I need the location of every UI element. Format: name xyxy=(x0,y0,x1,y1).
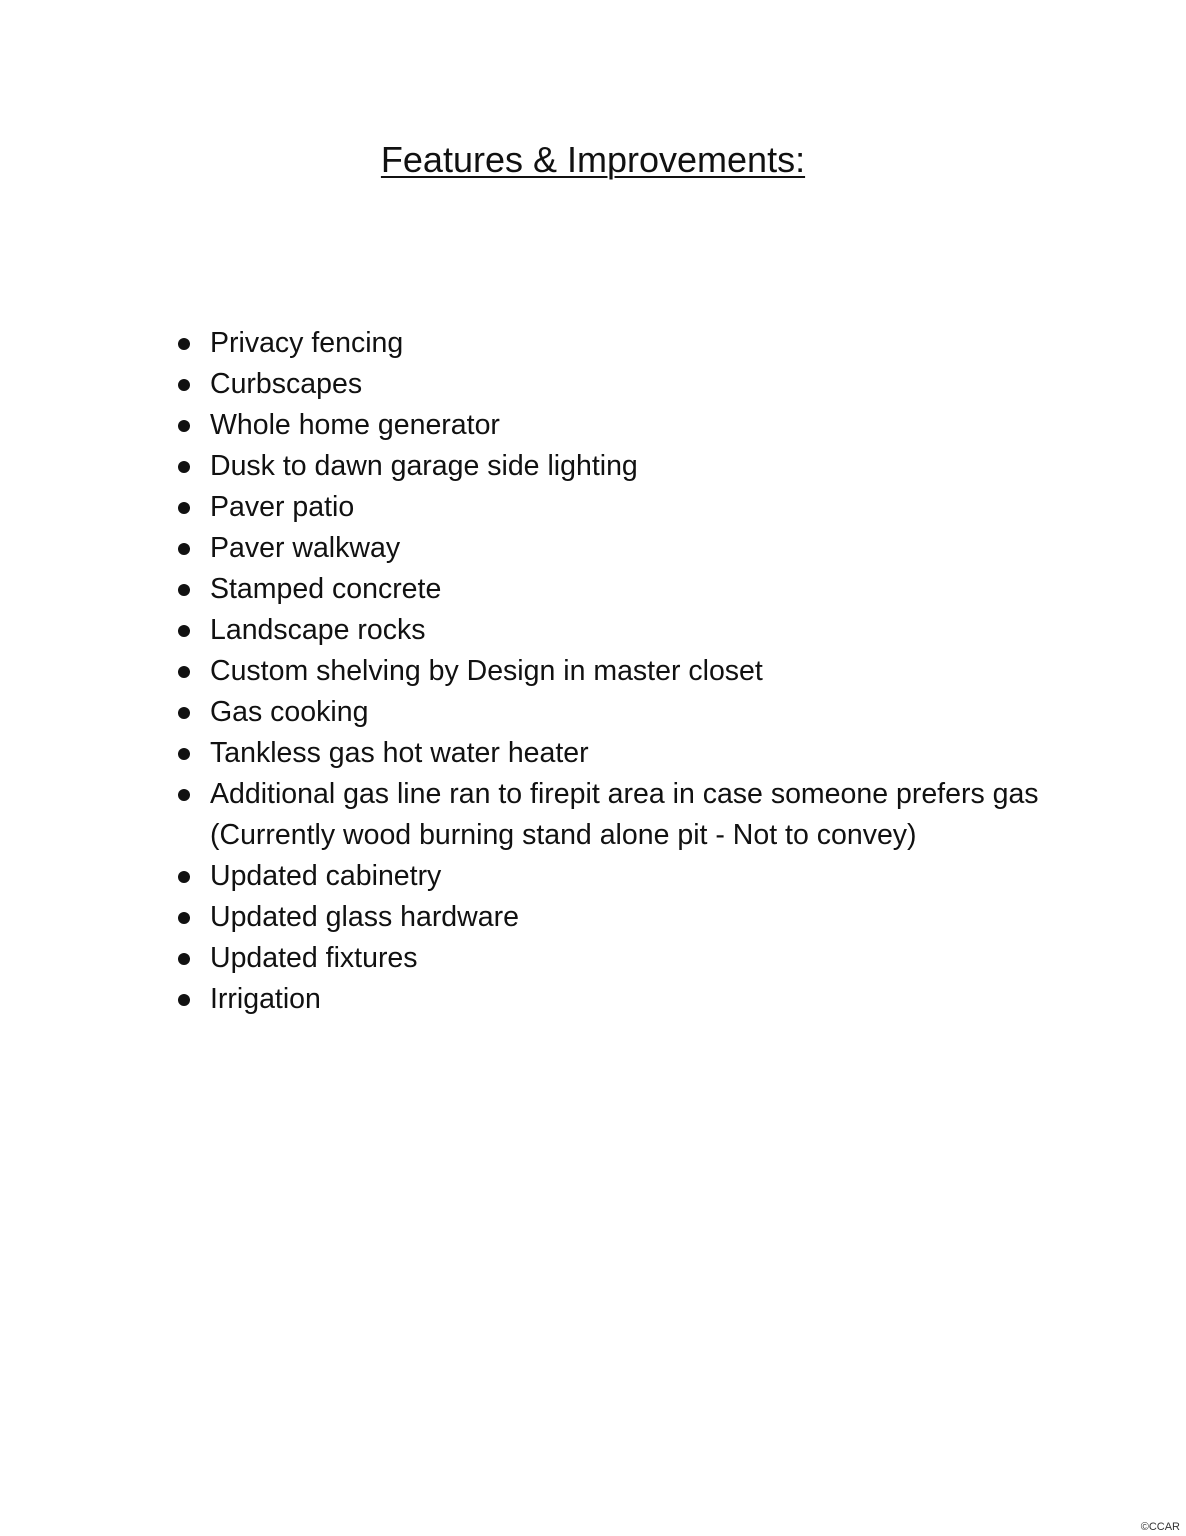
copyright-watermark: ©CCAR xyxy=(1140,1521,1180,1533)
list-item xyxy=(176,528,1056,569)
list-item-text: Dusk to dawn garage side lighting xyxy=(210,450,638,482)
list-item-text: Paver patio xyxy=(210,491,355,523)
bullet-icon xyxy=(178,420,190,432)
list-item xyxy=(176,569,1056,610)
list-item-text: Gas cooking xyxy=(210,696,369,728)
bullet-icon xyxy=(178,625,190,637)
bullet-icon xyxy=(178,584,190,596)
list-item-text: Irrigation xyxy=(210,983,321,1015)
list-item-text: Additional gas line ran to firepit area in case someone prefers gas (Currently wood burning stand alone pit - Not to convey) xyxy=(210,778,1039,851)
list-item xyxy=(176,692,1056,733)
bullet-icon xyxy=(178,789,190,801)
list-item xyxy=(176,323,1056,364)
bullet-icon xyxy=(178,666,190,678)
list-item xyxy=(176,856,1056,897)
bullet-icon xyxy=(178,912,190,924)
list-item-text: Updated glass hardware xyxy=(210,901,519,933)
list-item xyxy=(176,610,1056,651)
list-item-text: Curbscapes xyxy=(210,368,363,400)
bullet-icon xyxy=(178,707,190,719)
bullet-icon xyxy=(178,748,190,760)
list-item xyxy=(176,897,1056,938)
bullet-icon xyxy=(178,953,190,965)
list-item xyxy=(176,651,1056,692)
list-item-text: Updated cabinetry xyxy=(210,860,442,892)
bullet-icon xyxy=(178,502,190,514)
list-item xyxy=(176,979,1056,1020)
bullet-icon xyxy=(178,338,190,350)
bullet-icon xyxy=(178,871,190,883)
list-item-text: Paver walkway xyxy=(210,532,401,564)
bullet-icon xyxy=(178,543,190,555)
list-item xyxy=(176,364,1056,405)
list-item xyxy=(176,405,1056,446)
list-item-text: Stamped concrete xyxy=(210,573,442,605)
list-item xyxy=(176,487,1056,528)
list-item-text: Tankless gas hot water heater xyxy=(210,737,589,769)
bullet-icon xyxy=(178,994,190,1006)
feature-list xyxy=(176,323,1056,1020)
bullet-icon xyxy=(178,379,190,391)
list-item-text: Privacy fencing xyxy=(210,327,404,359)
list-item xyxy=(176,446,1056,487)
page-title-text: Features & Improvements: xyxy=(380,139,806,180)
list-item xyxy=(176,733,1056,774)
list-item xyxy=(176,774,1056,856)
page-title xyxy=(0,138,1186,182)
list-item-text: Whole home generator xyxy=(210,409,500,441)
bullet-icon xyxy=(178,461,190,473)
list-item xyxy=(176,938,1056,979)
list-item-text: Landscape rocks xyxy=(210,614,426,646)
list-item-text: Custom shelving by Design in master closet xyxy=(210,655,763,687)
list-item-text: Updated fixtures xyxy=(210,942,418,974)
